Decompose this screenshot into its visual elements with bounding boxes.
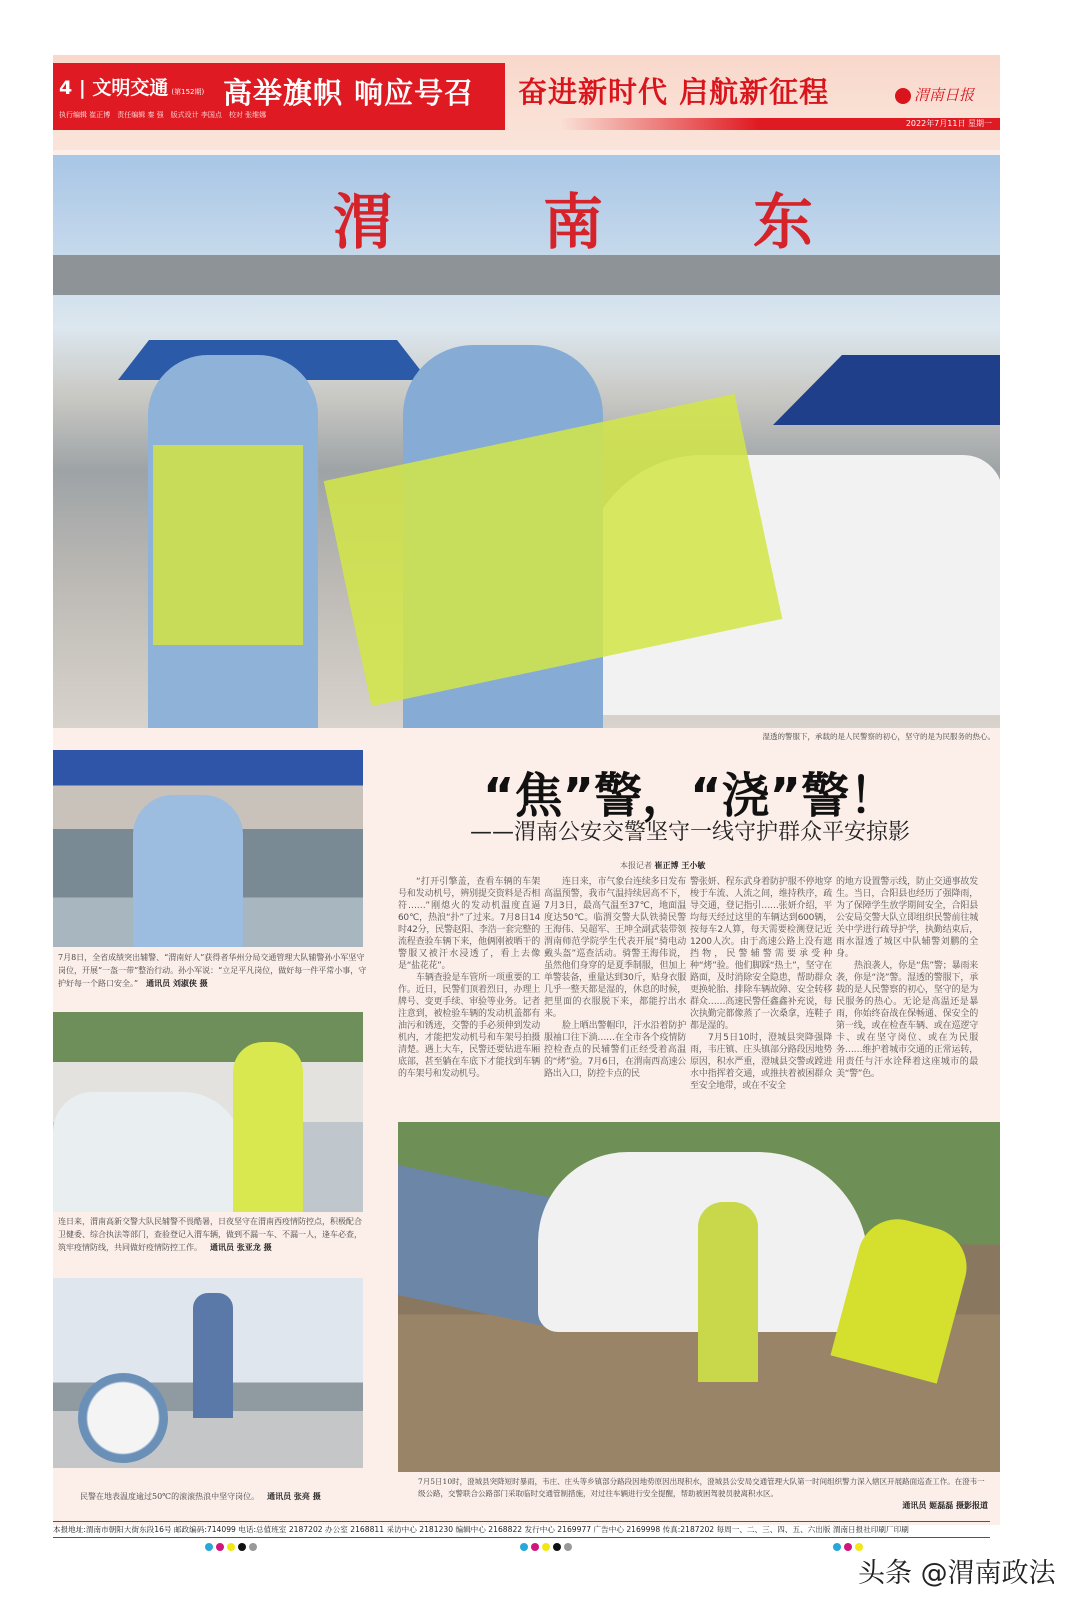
article-byline [620,860,705,871]
caption-text: 7月5日10时，澄城县突降短时暴雨，韦庄、庄头等乡镇部分路段因地势原因出现积水，澄城县公安局交通管理大队第一时间组织警力深入辖区开展路面巡查工作。在澄韦一级公路，交警联合公路部门采取临时交通管制措施，对过往车辆进行安全提醒，帮助被困驾驶员驶离积水区。 [418,1477,985,1498]
paragraph: 连日来，市气象台连续多日发布高温预警，我市气温持续居高不下，7月3日，最高气温至37℃，地面温度达50℃。临渭交警大队铁骑民警王海伟、吴超军、王坤全副武装带领渭南师范学院学生代表开展“骑电动戴头盔”巡查活动。骑警王海伟说，虽然他们身穿的是夏季制服，但加上单警装备，重量达到30斤，贴身衣服几乎一整天都是湿的，休息的时候，把里面的衣服脱下来，都能拧出水来。 [544,877,686,1019]
photo-credit: 通讯员 姬磊磊 摄影报道 [902,1501,988,1510]
logo-icon [895,88,911,104]
paragraph: 车辆查验是车管所一项重要的工作。近日，民警们顶着烈日，办理上牌号、变更手续、审验等业务。记者注意到，被检验车辆的发动机盖都有油污和锈迹，交警的手必须伸到发动机内，才能把发动机号和车架号拍摄清楚。遇上大车，民警还要钻进车厢底部，甚至躺在车底下才能找到车辆的车架号和发动机号。 [398,973,540,1079]
paragraph: 脸上晒出警帽印，汗水沿着防护服袖口往下淌……在全市各个疫情防控检查点的民辅警们正经受着高温的“烤”验。7月6日，在渭南西高速公路出入口，防控卡点的民 [544,1021,686,1079]
caption-text: 民警在地表温度逾过50℃的滚滚热浪中坚守岗位。 [80,1492,260,1501]
article-column [836,876,978,1080]
date-band [560,118,1000,130]
issue-date: 2022年7月11日 星期一 [905,119,992,128]
article-column [398,876,540,1080]
flood-photo-pushing-car [398,1122,1000,1472]
caption-text: 7月8日，全省成绩突出辅警、“渭南好人”获得者华州分局交通管理大队辅警孙小军坚守岗位，开展“一盔一带”整治行动。孙小军说：“立足平凡岗位，做好每一件平常小事，守护好每一个路口安全。” [58,953,367,988]
slogan-right: 奋进新时代 启航新征程 [518,75,830,109]
photo-credit: 通讯员 张亮 摄 [267,1492,321,1501]
photo-credit: 通讯员 张亚龙 摄 [210,1243,272,1252]
byline-names: 崔正博 王小敏 [654,861,706,870]
side-photo-caption [58,951,368,990]
article-column [690,876,832,1092]
sign-char: 渭 [333,188,393,258]
newspaper-logo [895,84,974,105]
logo-text: 渭南日报 [914,86,975,104]
flood-photo-caption [418,1476,988,1512]
print-color-marks [833,1543,863,1551]
print-color-marks [205,1543,257,1551]
editor-credits: 执行编辑 崔正博 责任编辑 秦 强 版式设计 李国点 校对 张维娜 [59,111,267,119]
article-title: “焦”警，“浇”警！ [482,768,898,824]
slogan-left: 高举旗帜 响应号召 [223,76,475,110]
side-photo-caption [58,1215,368,1254]
police-officer [698,1202,758,1382]
paragraph: 的地方设置警示线，防止交通事故发生。当日，合阳县也经历了强降雨，为了保障学生放学期间安全，合阳县公安局交警大队立即组织民警前往城关中学进行疏导护学，执勤结束后，雨水湿透了城区中队辅警刘鹏的全身。 [836,877,978,959]
toll-sign [333,175,813,261]
toutiao-watermark: 头条 @渭南政法 [858,1558,1056,1589]
print-color-marks [520,1543,572,1551]
section-label: 4 | 文明交通 (第152期) [59,77,205,99]
police-officer [133,795,243,947]
white-car [53,1092,243,1212]
main-photo-police-vest [53,155,1000,728]
header-red-banner [53,63,505,130]
side-photo-thermometer [53,1278,363,1468]
sign-char: 东 [753,188,813,258]
paragraph: “打开引擎盖，查看车辆的车架号和发动机号，辨别提交资料是否相符……”刚熄火的发动机温度直逼60℃，热浪“扑”了过来。7月8日14时42分，民警赵阳、李浩一套完整的流程查验车辆下来，他俩刚被晒干的警服又被汗水浸透了，看上去像是“盐花花”。 [398,877,540,971]
paragraph: 热浪袭人，你是“焦”警；暴雨来袭，你是“浇”警。湿透的警服下，承载的是人民警察的初心，坚守的是为民服务的热心。无论是高温还是暴雨，你始终奋战在保畅通、保安全的第一线，或在检查车辆、或在巡逻守卡、或在坚守岗位、或在为民服务……维护着城市交通的正常运转，用责任与汗水诠释着这座城市的最美“警”色。 [836,961,978,1079]
thermometer-gauge [78,1373,168,1463]
toll-station-roof [53,255,1000,295]
blue-tent [773,355,1000,425]
paragraph: 7月5日10时，澄城县突降强降雨，韦庄镇、庄头镇部分路段因地势原因，积水严重，澄城县交警或蹚进水中指挥着交通，或推扶着被困群众至安全地带，或在不安全 [690,1033,832,1091]
article-column [544,876,686,1080]
side-photo-traffic-police-drinking [53,750,363,947]
side-photo-checkpoint [53,1012,363,1212]
sign-char: 南 [543,188,603,258]
issue-number: (第152期) [171,88,205,96]
main-photo-caption: 湿透的警服下，承载的是人民警察的初心，坚守的是为民服务的热心。 [762,732,995,741]
paragraph: 警张妍、程东武身着防护服不停地穿梭于车流、人流之间，维持秩序，疏导交通，登记指引……张妍介绍，平均每天经过这里的车辆达到600辆，按每车2人算，每天需要检测登记近1200人次。由于高速公路上没有遮挡物，民警辅警需要承受种种“烤”验。他们脚踩“热土”，坚守在路面，及时消除安全隐患，帮助群众更换轮胎、排除车辆故障、安全转移群众……高速民警任鑫鑫补充说，每次执勤完都像蒸了一次桑拿，连鞋子都是湿的。 [690,877,832,1031]
police-officer [233,1042,303,1212]
page-number: 4 [59,77,73,99]
newspaper-footer: 本报地址:渭南市朝阳大街东段16号 邮政编码:714099 电话:总值班室 2187202 办公室 2168811 采访中心 2181230 编辑中心 2168822 发行中心 2169977 广告中心 2169998 传真:2187202 每周一、二、三、四、五、六出版 渭南日报社印刷厂印刷 [53,1521,990,1538]
article-subtitle: ——渭南公安交警坚守一线守护群众平安掠影 [469,820,910,845]
tow-truck [398,1165,558,1329]
police-officer [193,1293,233,1418]
byline-label: 本报记者 [620,861,652,870]
reflective-vest [153,445,303,645]
photo-credit: 通讯员 刘淑侠 摄 [146,979,208,988]
section-name: 文明交通 [92,77,169,99]
caption-text: 连日来，渭南高新交警大队民辅警不畏酷暑，日夜坚守在渭南西疫情防控点，积极配合卫健委、综合执法等部门，查验登记入渭车辆，做到不漏一车、不漏一人，逢车必查，筑牢疫情防线，共同做好疫情防控工作。 [58,1217,362,1252]
side-photo-caption [80,1490,380,1503]
